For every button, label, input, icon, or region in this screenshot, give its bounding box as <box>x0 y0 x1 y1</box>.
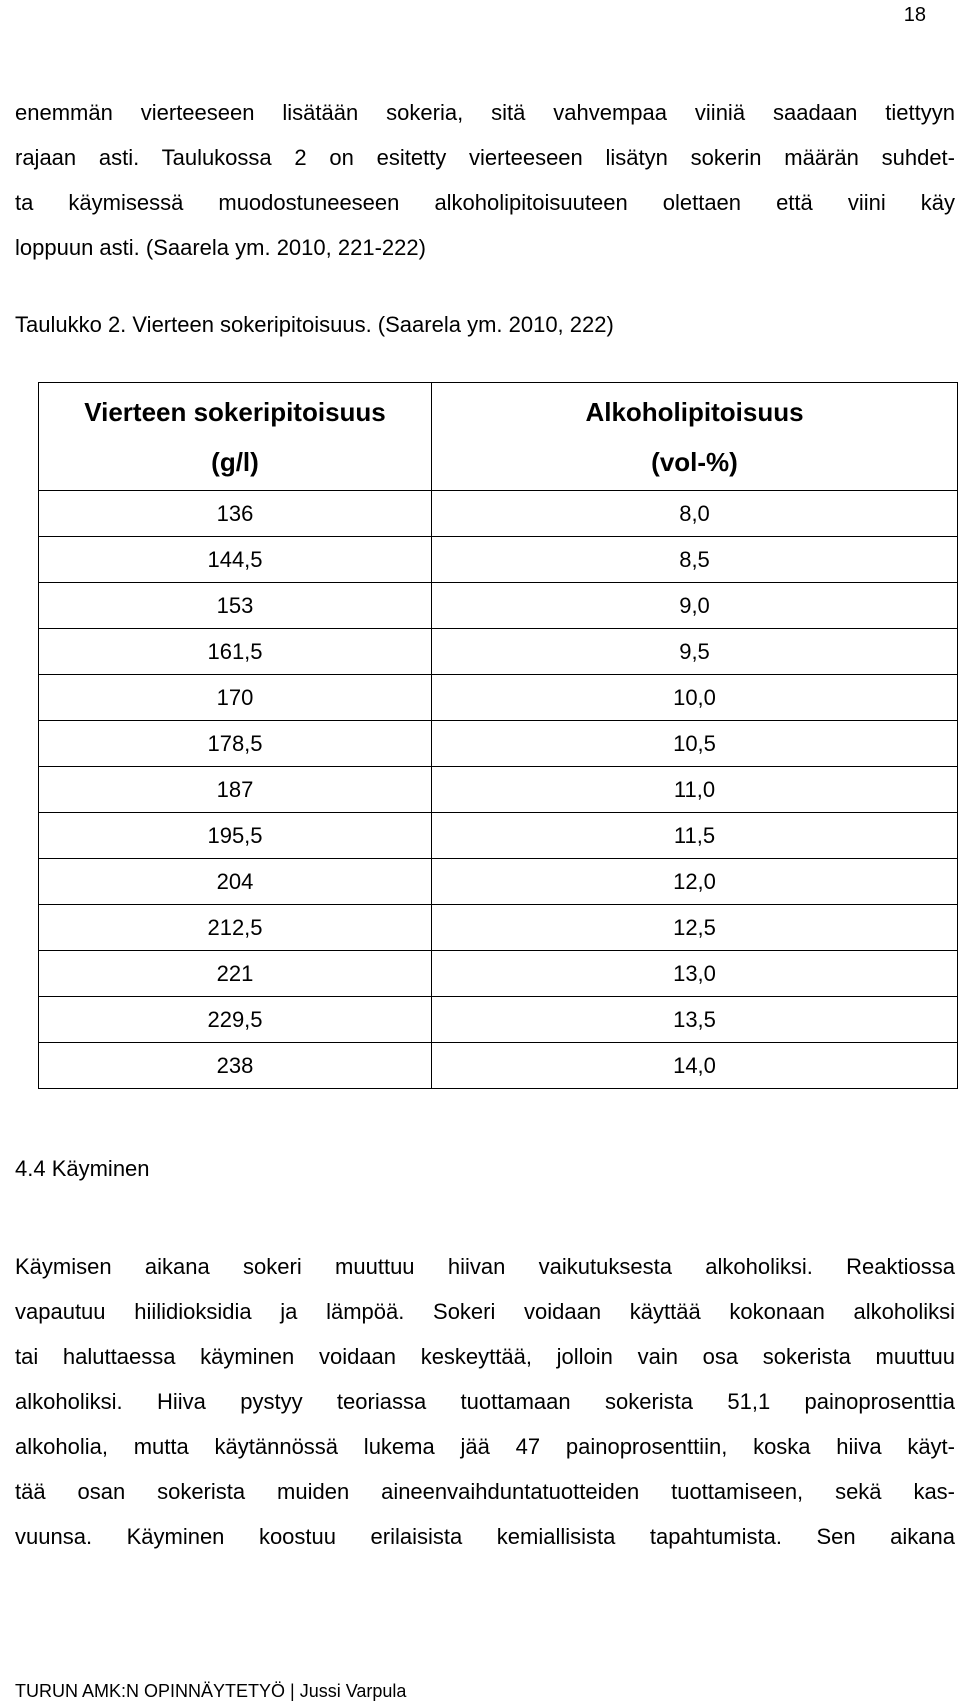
header-title: Vierteen sokeripitoisuus <box>84 396 386 427</box>
table-row <box>39 537 958 583</box>
alcohol-cell: 14,0 <box>432 1043 958 1089</box>
table-row <box>39 629 958 675</box>
alcohol-cell: 10,5 <box>432 721 958 767</box>
table-row <box>39 675 958 721</box>
table-row <box>39 767 958 813</box>
sugar-cell: 144,5 <box>39 537 432 583</box>
sugar-alcohol-table <box>38 382 958 1089</box>
sugar-cell: 161,5 <box>39 629 432 675</box>
paragraph-line: ta käymisessä muodostuneeseen alkoholipitoisuuteen olettaen että viini käy <box>15 190 955 215</box>
alcohol-cell: 10,0 <box>432 675 958 721</box>
alcohol-cell: 9,5 <box>432 629 958 675</box>
column-header-alcohol <box>432 383 958 491</box>
sugar-cell: 195,5 <box>39 813 432 859</box>
alcohol-cell: 12,0 <box>432 859 958 905</box>
table-row <box>39 859 958 905</box>
page-footer: TURUN AMK:N OPINNÄYTETYÖ | Jussi Varpula <box>15 1681 407 1701</box>
header-unit: (g/l) <box>211 446 259 477</box>
paragraph-line: tai haluttaessa käyminen voidaan keskeyttää, jolloin vain osa sokerista muuttuu <box>15 1344 955 1369</box>
header-unit: (vol-%) <box>651 446 738 477</box>
alcohol-cell: 13,5 <box>432 997 958 1043</box>
table-row <box>39 491 958 537</box>
alcohol-cell: 12,5 <box>432 905 958 951</box>
body-paragraph <box>15 1244 955 1559</box>
table-row <box>39 583 958 629</box>
paragraph-line: Käymisen aikana sokeri muuttuu hiivan vaikutuksesta alkoholiksi. Reaktiossa <box>15 1254 955 1279</box>
section-heading: 4.4 Käyminen <box>15 1156 150 1181</box>
sugar-cell: 204 <box>39 859 432 905</box>
page-number: 18 <box>903 4 926 26</box>
column-header-sugar <box>39 383 432 491</box>
paragraph-line: loppuun asti. (Saarela ym. 2010, 221-222) <box>15 235 426 260</box>
paragraph-line: alkoholiksi. Hiiva pystyy teoriassa tuottamaan sokerista 51,1 painoprosenttia <box>15 1389 955 1414</box>
sugar-cell: 178,5 <box>39 721 432 767</box>
sugar-cell: 170 <box>39 675 432 721</box>
paragraph-line: alkoholia, mutta käytännössä lukema jää 47 painoprosenttiin, koska hiiva käyt- <box>15 1434 955 1459</box>
alcohol-cell: 8,0 <box>432 491 958 537</box>
paragraph-line: enemmän vierteeseen lisätään sokeria, sitä vahvempaa viiniä saadaan tiettyyn <box>15 100 955 125</box>
table-header-row <box>39 383 958 491</box>
table-caption: Taulukko 2. Vierteen sokeripitoisuus. (Saarela ym. 2010, 222) <box>15 312 614 337</box>
paragraph-line: rajaan asti. Taulukossa 2 on esitetty vierteeseen lisätyn sokerin määrän suhdet- <box>15 145 955 170</box>
sugar-cell: 212,5 <box>39 905 432 951</box>
alcohol-cell: 11,5 <box>432 813 958 859</box>
table-row <box>39 997 958 1043</box>
sugar-cell: 221 <box>39 951 432 997</box>
header-title: Alkoholipitoisuus <box>585 396 804 427</box>
table-row <box>39 813 958 859</box>
paragraph-line: tää osan sokerista muiden aineenvaihduntatuotteiden tuottamiseen, sekä kas- <box>15 1479 955 1504</box>
sugar-cell: 136 <box>39 491 432 537</box>
table-row <box>39 1043 958 1089</box>
alcohol-cell: 9,0 <box>432 583 958 629</box>
table-row <box>39 905 958 951</box>
alcohol-cell: 11,0 <box>432 767 958 813</box>
sugar-cell: 238 <box>39 1043 432 1089</box>
paragraph-line: vapautuu hiilidioksidia ja lämpöä. Sokeri voidaan käyttää kokonaan alkoholiksi <box>15 1299 955 1324</box>
sugar-cell: 153 <box>39 583 432 629</box>
alcohol-cell: 13,0 <box>432 951 958 997</box>
alcohol-cell: 8,5 <box>432 537 958 583</box>
table-row <box>39 951 958 997</box>
intro-paragraph <box>15 90 955 270</box>
table-row <box>39 721 958 767</box>
sugar-cell: 229,5 <box>39 997 432 1043</box>
paragraph-line: vuunsa. Käyminen koostuu erilaisista kemiallisista tapahtumista. Sen aikana <box>15 1524 955 1549</box>
sugar-cell: 187 <box>39 767 432 813</box>
